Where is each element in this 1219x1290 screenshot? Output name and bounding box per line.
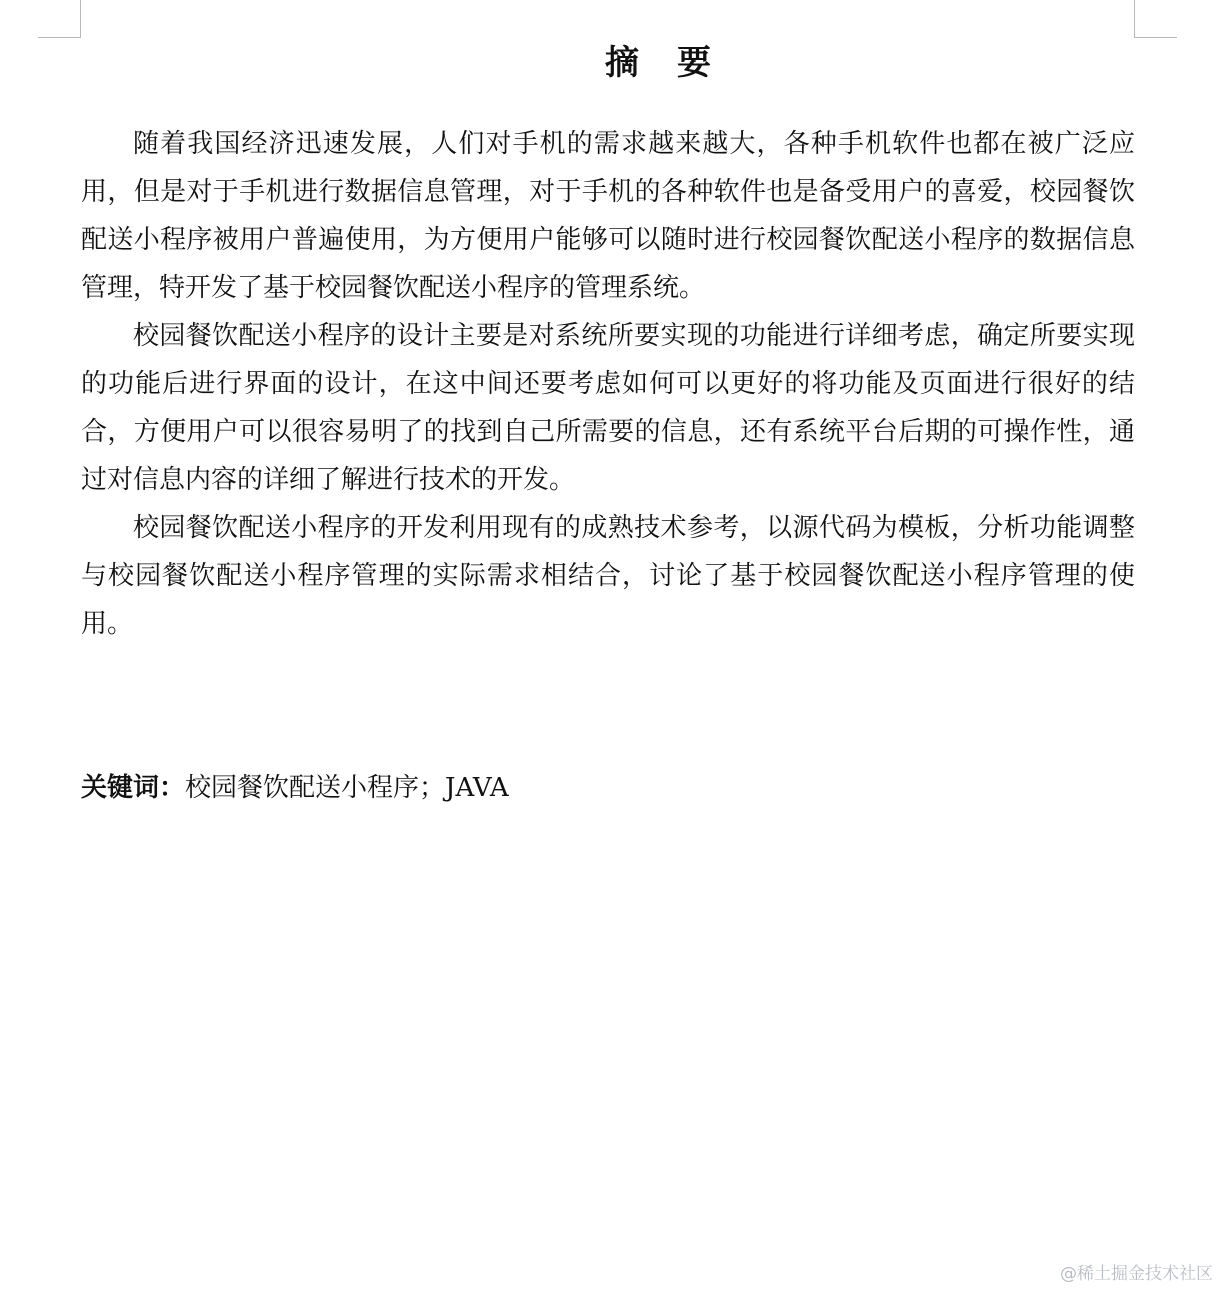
abstract-title: 摘 要 bbox=[605, 43, 713, 83]
site-watermark: @稀土掘金技术社区 bbox=[1060, 1264, 1213, 1284]
crop-mark-top-right bbox=[1134, 0, 1177, 38]
keywords-label: 关键词： bbox=[81, 773, 186, 803]
abstract-paragraph-1: 随着我国经济迅速发展，人们对手机的需求越来越大，各种手机软件也都在被广泛应用，但是对于手机进行数据信息管理，对于手机的各种软件也是备受用户的喜爱，校园餐饮配送小程序被用户普遍使用，为方便用户能够可以随时进行校园餐饮配送小程序的数据信息管理，特开发了基于校园餐饮配送小程序的管理系统。 bbox=[81, 129, 1135, 303]
abstract-paragraph-2: 校园餐饮配送小程序的设计主要是对系统所要实现的功能进行详细考虑，确定所要实现的功能后进行界面的设计，在这中间还要考虑如何可以更好的将功能及页面进行很好的结合，方便用户可以很容易明了的找到自己所需要的信息，还有系统平台后期的可操作性，通过对信息内容的详细了解进行技术的开发。 bbox=[81, 321, 1135, 495]
crop-mark-top-left bbox=[38, 0, 81, 38]
keywords-value: 校园餐饮配送小程序；JAVA bbox=[185, 773, 509, 803]
abstract-body bbox=[81, 120, 1135, 648]
abstract-paragraph-3: 校园餐饮配送小程序的开发利用现有的成熟技术参考，以源代码为模板，分析功能调整与校园餐饮配送小程序管理的实际需求相结合，讨论了基于校园餐饮配送小程序管理的使用。 bbox=[81, 513, 1135, 639]
keywords-line bbox=[81, 764, 509, 812]
